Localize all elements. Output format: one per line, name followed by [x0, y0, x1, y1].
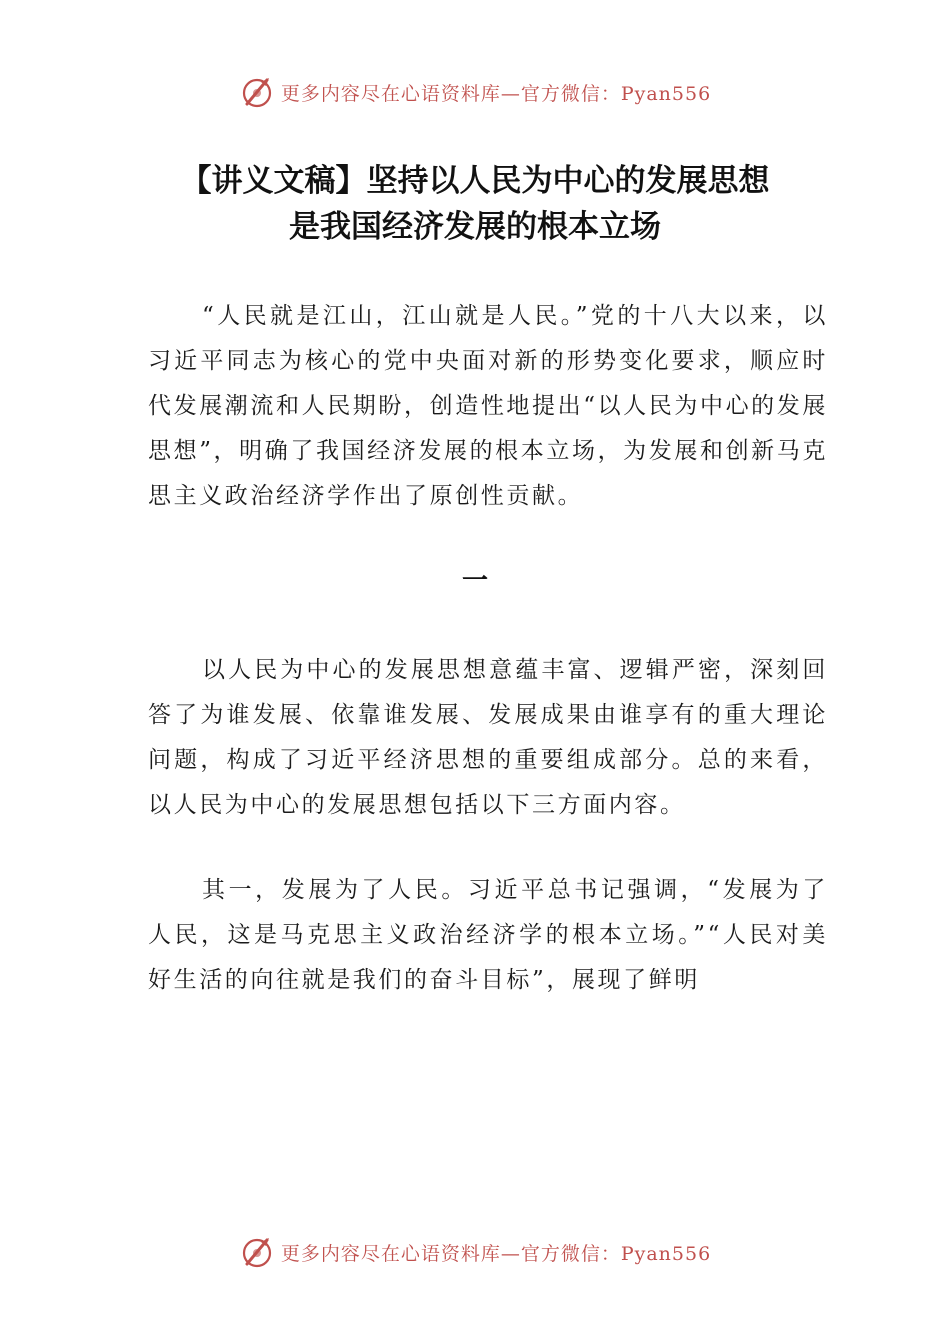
- pen-circle-icon: [239, 1234, 275, 1270]
- document-title: [0, 158, 950, 250]
- watermark-text: 更多内容尽在心语资料库—官方微信：Pyan556: [280, 1242, 712, 1265]
- pen-circle-icon: [239, 74, 275, 110]
- paragraph-overview: 以人民为中心的发展思想意蕴丰富、逻辑严密，深刻回答了为谁发展、依靠谁发展、发展成果由谁享有的重大理论问题，构成了习近平经济思想的重要组成部分。总的来看，以人民为中心的发展思想包括以下三方面内容。: [148, 657, 828, 818]
- section-heading: 一: [461, 566, 488, 596]
- footer-watermark: [0, 1232, 950, 1272]
- paragraph-intro: “人民就是江山，江山就是人民。”党的十八大以来，以习近平同志为核心的党中央面对新的形势变化要求，顺应时代发展潮流和人民期盼，创造性地提出“以人民为中心的发展思想”，明确了我国经济发展的根本立场，为发展和创新马克思主义政治经济学作出了原创性贡献。: [148, 303, 828, 509]
- paragraph-point-one: 其一，发展为了人民。习近平总书记强调，“发展为了人民，这是马克思主义政治经济学的根本立场。”“人民对美好生活的向往就是我们的奋斗目标”，展现了鲜明: [148, 877, 828, 993]
- title-line-1: 【讲义文稿】坚持以人民为中心的发展思想: [180, 163, 770, 199]
- watermark-text: 更多内容尽在心语资料库—官方微信：Pyan556: [280, 82, 712, 105]
- header-watermark: [0, 72, 950, 112]
- title-line-2: 是我国经济发展的根本立场: [289, 209, 661, 245]
